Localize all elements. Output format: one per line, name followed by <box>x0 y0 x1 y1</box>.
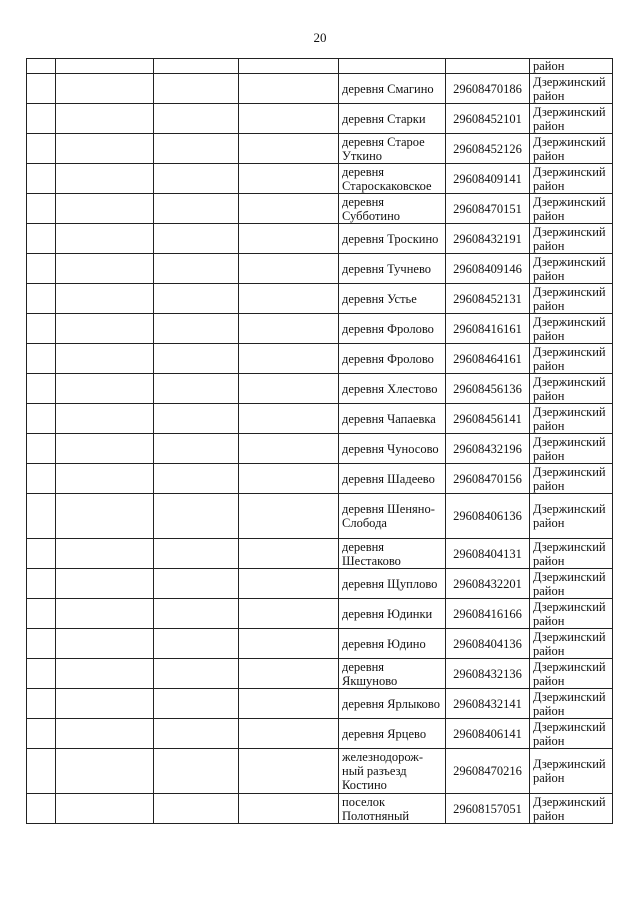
table-cell <box>239 599 339 629</box>
table-cell <box>154 569 239 599</box>
table-cell <box>154 314 239 344</box>
oktmo-code-cell: 29608409146 <box>446 254 530 284</box>
table-cell <box>27 134 56 164</box>
table-cell <box>239 539 339 569</box>
district-cell: Дзержинский район <box>530 284 613 314</box>
settlement-name-cell: деревня Фролово <box>339 314 446 344</box>
table-cell <box>154 494 239 539</box>
table-cell <box>56 494 154 539</box>
table-cell <box>27 404 56 434</box>
table-cell <box>239 164 339 194</box>
settlement-name-cell: деревня Устье <box>339 284 446 314</box>
district-cell: Дзержинский район <box>530 464 613 494</box>
oktmo-code-cell: 29608432191 <box>446 224 530 254</box>
table-cell <box>27 374 56 404</box>
settlement-name-cell: деревня Субботино <box>339 194 446 224</box>
oktmo-code-cell: 29608432196 <box>446 434 530 464</box>
table-cell <box>154 404 239 434</box>
oktmo-code-cell: 29608456136 <box>446 374 530 404</box>
table-cell <box>56 749 154 794</box>
table-cell <box>56 74 154 104</box>
settlement-name-cell: деревня Смагино <box>339 74 446 104</box>
oktmo-code-cell: 29608432136 <box>446 659 530 689</box>
table-cell <box>27 749 56 794</box>
settlement-name-cell: деревня Староскаковское <box>339 164 446 194</box>
table-cell <box>56 404 154 434</box>
district-cell: Дзержинский район <box>530 314 613 344</box>
table-cell <box>154 374 239 404</box>
district-cell: Дзержинский район <box>530 194 613 224</box>
district-cell: Дзержинский район <box>530 434 613 464</box>
table-row <box>27 104 613 134</box>
table-cell <box>56 464 154 494</box>
table-cell <box>154 464 239 494</box>
table-cell <box>339 59 446 74</box>
oktmo-code-cell: 29608432141 <box>446 689 530 719</box>
district-cell: Дзержинский район <box>530 344 613 374</box>
district-cell: район <box>530 59 613 74</box>
settlement-name-cell: деревня Чуносово <box>339 434 446 464</box>
table-cell <box>27 794 56 824</box>
district-cell: Дзержинский район <box>530 74 613 104</box>
settlement-name-cell: деревня Шадеево <box>339 464 446 494</box>
settlement-name-cell: деревня Якшуново <box>339 659 446 689</box>
table-cell <box>27 629 56 659</box>
district-cell: Дзержинский район <box>530 164 613 194</box>
table-row <box>27 404 613 434</box>
settlements-table <box>26 58 613 824</box>
table-cell <box>239 314 339 344</box>
table-cell <box>154 719 239 749</box>
table-cell <box>27 74 56 104</box>
table-row <box>27 629 613 659</box>
oktmo-code-cell: 29608406136 <box>446 494 530 539</box>
table-cell <box>154 164 239 194</box>
oktmo-code-cell: 29608470151 <box>446 194 530 224</box>
table-cell <box>56 794 154 824</box>
table-cell <box>239 794 339 824</box>
table-cell <box>239 464 339 494</box>
table-row <box>27 689 613 719</box>
table-cell <box>239 689 339 719</box>
table-cell <box>446 59 530 74</box>
table-row <box>27 569 613 599</box>
table-cell <box>56 284 154 314</box>
oktmo-code-cell: 29608464161 <box>446 344 530 374</box>
table-cell <box>56 254 154 284</box>
table-cell <box>239 74 339 104</box>
table-cell <box>27 59 56 74</box>
table-cell <box>239 659 339 689</box>
table-cell <box>239 194 339 224</box>
table-cell <box>239 344 339 374</box>
table-cell <box>56 164 154 194</box>
table-cell <box>154 134 239 164</box>
table-cell <box>154 629 239 659</box>
table-cell <box>27 194 56 224</box>
table-cell <box>154 434 239 464</box>
table-cell <box>56 134 154 164</box>
settlement-name-cell: деревня Фролово <box>339 344 446 374</box>
table-cell <box>239 104 339 134</box>
table-row <box>27 284 613 314</box>
table-cell <box>27 464 56 494</box>
table-cell <box>239 494 339 539</box>
settlement-name-cell: деревня Юдинки <box>339 599 446 629</box>
district-cell: Дзержинский район <box>530 134 613 164</box>
table-cell <box>56 434 154 464</box>
table-cell <box>154 59 239 74</box>
settlement-name-cell: деревня Троскино <box>339 224 446 254</box>
settlement-name-cell: железнодорож-ный разъезд Костино <box>339 749 446 794</box>
table-cell <box>239 134 339 164</box>
settlement-name-cell: деревня Чапаевка <box>339 404 446 434</box>
table-cell <box>27 434 56 464</box>
table-cell <box>27 344 56 374</box>
table-row <box>27 599 613 629</box>
table-cell <box>154 224 239 254</box>
table-cell <box>56 659 154 689</box>
settlement-name-cell: деревня Старое Уткино <box>339 134 446 164</box>
table-cell <box>56 719 154 749</box>
table-cell <box>239 569 339 599</box>
table-cell <box>239 749 339 794</box>
table-row <box>27 434 613 464</box>
table-cell <box>154 344 239 374</box>
page-number: 20 <box>313 30 327 45</box>
table-cell <box>56 314 154 344</box>
table-row <box>27 314 613 344</box>
table-row <box>27 59 613 74</box>
district-cell: Дзержинский район <box>530 404 613 434</box>
table-row <box>27 74 613 104</box>
table-cell <box>56 344 154 374</box>
table-cell <box>27 494 56 539</box>
table-cell <box>154 194 239 224</box>
district-cell: Дзержинский район <box>530 254 613 284</box>
table-cell <box>56 599 154 629</box>
oktmo-code-cell: 29608404131 <box>446 539 530 569</box>
table-cell <box>27 539 56 569</box>
table-cell <box>154 599 239 629</box>
district-cell: Дзержинский район <box>530 494 613 539</box>
settlement-name-cell: деревня Щуплово <box>339 569 446 599</box>
settlement-name-cell: деревня Старки <box>339 104 446 134</box>
table-cell <box>27 569 56 599</box>
oktmo-code-cell: 29608432201 <box>446 569 530 599</box>
table-cell <box>239 284 339 314</box>
table-cell <box>239 59 339 74</box>
table-cell <box>27 689 56 719</box>
table-cell <box>154 74 239 104</box>
oktmo-code-cell: 29608470156 <box>446 464 530 494</box>
table-cell <box>27 164 56 194</box>
table-cell <box>239 224 339 254</box>
table-cell <box>27 314 56 344</box>
table-cell <box>27 254 56 284</box>
table-cell <box>239 404 339 434</box>
table-cell <box>239 629 339 659</box>
table-cell <box>154 254 239 284</box>
district-cell: Дзержинский район <box>530 599 613 629</box>
district-cell: Дзержинский район <box>530 539 613 569</box>
table-cell <box>56 374 154 404</box>
district-cell: Дзержинский район <box>530 104 613 134</box>
settlement-name-cell: деревня Юдино <box>339 629 446 659</box>
table-row <box>27 749 613 794</box>
table-cell <box>239 434 339 464</box>
table-row <box>27 164 613 194</box>
oktmo-code-cell: 29608452131 <box>446 284 530 314</box>
oktmo-code-cell: 29608470186 <box>446 74 530 104</box>
settlement-name-cell: деревня Ярцево <box>339 719 446 749</box>
table-cell <box>239 374 339 404</box>
district-cell: Дзержинский район <box>530 374 613 404</box>
table-cell <box>56 59 154 74</box>
table-row <box>27 254 613 284</box>
settlement-name-cell: деревня Хлестово <box>339 374 446 404</box>
table-row <box>27 794 613 824</box>
settlement-name-cell: деревня Шеняно-Слобода <box>339 494 446 539</box>
table-cell <box>154 659 239 689</box>
oktmo-code-cell: 29608452126 <box>446 134 530 164</box>
table-cell <box>27 224 56 254</box>
district-cell: Дзержинский район <box>530 569 613 599</box>
settlement-name-cell: поселок Полотняный <box>339 794 446 824</box>
table-cell <box>239 254 339 284</box>
table-cell <box>154 539 239 569</box>
table-cell <box>56 629 154 659</box>
district-cell: Дзержинский район <box>530 794 613 824</box>
oktmo-code-cell: 29608470216 <box>446 749 530 794</box>
table-cell <box>154 284 239 314</box>
table-cell <box>27 659 56 689</box>
table-row <box>27 494 613 539</box>
table-row <box>27 464 613 494</box>
settlement-name-cell: деревня Ярлыково <box>339 689 446 719</box>
table-cell <box>27 284 56 314</box>
settlement-name-cell: деревня Тучнево <box>339 254 446 284</box>
oktmo-code-cell: 29608452101 <box>446 104 530 134</box>
district-cell: Дзержинский район <box>530 689 613 719</box>
oktmo-code-cell: 29608416166 <box>446 599 530 629</box>
oktmo-code-cell: 29608456141 <box>446 404 530 434</box>
table-cell <box>56 194 154 224</box>
oktmo-code-cell: 29608416161 <box>446 314 530 344</box>
oktmo-code-cell: 29608409141 <box>446 164 530 194</box>
oktmo-code-cell: 29608404136 <box>446 629 530 659</box>
district-cell: Дзержинский район <box>530 749 613 794</box>
table-cell <box>154 689 239 719</box>
table-cell <box>56 224 154 254</box>
table-cell <box>56 104 154 134</box>
table-cell <box>27 599 56 629</box>
table-row <box>27 374 613 404</box>
table-cell <box>154 794 239 824</box>
table-row <box>27 719 613 749</box>
table-row <box>27 194 613 224</box>
table-row <box>27 224 613 254</box>
oktmo-code-cell: 29608157051 <box>446 794 530 824</box>
table-row <box>27 659 613 689</box>
district-cell: Дзержинский район <box>530 224 613 254</box>
settlement-name-cell: деревня Шестаково <box>339 539 446 569</box>
table-cell <box>27 104 56 134</box>
table-row <box>27 134 613 164</box>
table-cell <box>56 569 154 599</box>
table-cell <box>27 719 56 749</box>
table-cell <box>239 719 339 749</box>
table-cell <box>56 689 154 719</box>
district-cell: Дзержинский район <box>530 659 613 689</box>
table-cell <box>154 749 239 794</box>
table-row <box>27 344 613 374</box>
district-cell: Дзержинский район <box>530 719 613 749</box>
table-cell <box>56 539 154 569</box>
district-cell: Дзержинский район <box>530 629 613 659</box>
table-row <box>27 539 613 569</box>
oktmo-code-cell: 29608406141 <box>446 719 530 749</box>
table-cell <box>154 104 239 134</box>
